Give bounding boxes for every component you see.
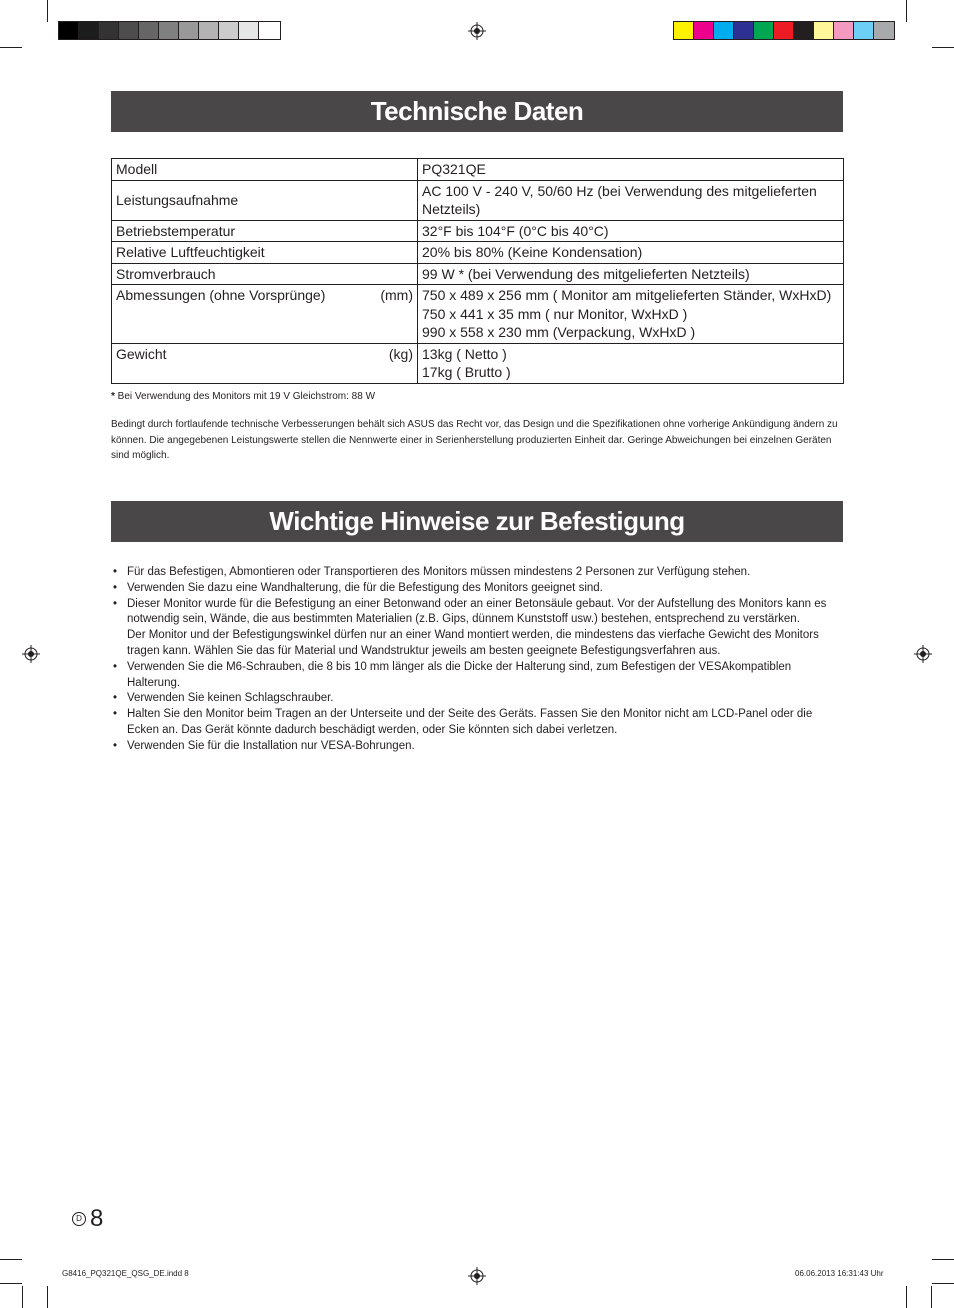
spec-label: Betriebstemperatur bbox=[116, 222, 236, 239]
slug-filename: G8416_PQ321QE_QSG_DE.indd 8 bbox=[62, 1269, 189, 1278]
spec-value: 17kg ( Brutto ) bbox=[422, 364, 511, 380]
crop-mark bbox=[906, 1286, 907, 1308]
table-row bbox=[112, 263, 844, 285]
section-title-technical-data: Technische Daten bbox=[111, 91, 843, 132]
color-swatch bbox=[694, 22, 714, 39]
color-swatch bbox=[774, 22, 794, 39]
spec-value: PQ321QE bbox=[422, 161, 486, 177]
page-number bbox=[72, 1205, 103, 1233]
slug-timestamp: 06.06.2013 16:31:43 Uhr bbox=[795, 1269, 884, 1278]
table-row bbox=[112, 343, 844, 383]
color-swatch bbox=[199, 22, 219, 39]
spec-value: 20% bis 80% (Keine Kondensation) bbox=[422, 244, 643, 260]
color-swatch bbox=[674, 22, 694, 39]
crop-mark bbox=[931, 1286, 932, 1308]
spec-label-cell bbox=[112, 220, 418, 242]
color-swatch bbox=[794, 22, 814, 39]
spec-label-cell bbox=[112, 285, 418, 344]
color-swatch bbox=[259, 22, 279, 39]
color-calibration-bar bbox=[673, 21, 895, 40]
crop-mark bbox=[47, 1286, 48, 1308]
spec-value-cell bbox=[418, 285, 844, 344]
list-item: • Halten Sie den Monitor beim Tragen an der Unterseite und der Seite des Geräts. Fassen Sie den Monitor nicht am LCD-Panel oder die Ecken an. Das Gerät könnte dadurch beschädigt werden, oder Sie könnten sich dabei verletzen. bbox=[111, 707, 846, 739]
spec-value-cell bbox=[418, 180, 844, 220]
list-item bbox=[111, 597, 846, 660]
spec-value-cell bbox=[418, 343, 844, 383]
crop-mark bbox=[22, 1286, 23, 1308]
color-swatch bbox=[119, 22, 139, 39]
spec-label-cell bbox=[112, 242, 418, 264]
color-swatch bbox=[159, 22, 179, 39]
spec-value-cell bbox=[418, 242, 844, 264]
spec-label-cell bbox=[112, 180, 418, 220]
spec-value: 13kg ( Netto ) bbox=[422, 345, 507, 362]
color-swatch bbox=[139, 22, 159, 39]
list-item: • Verwenden Sie dazu eine Wandhalterung, die für die Befestigung des Monitors geeignet sind. bbox=[111, 581, 846, 597]
list-item: • Verwenden Sie keinen Schlagschrauber. bbox=[111, 691, 846, 707]
crop-mark bbox=[906, 0, 907, 22]
registration-mark-icon bbox=[914, 645, 932, 663]
crop-mark bbox=[0, 1259, 22, 1260]
color-swatch bbox=[874, 22, 894, 39]
list-item: • Verwenden Sie die M6-Schrauben, die 8 bis 10 mm länger als die Dicke der Halterung sind, zum Befestigen der VESAkompatiblen Halterung. bbox=[111, 660, 846, 692]
table-row bbox=[112, 242, 844, 264]
spec-label: Leistungsaufnahme bbox=[116, 191, 239, 208]
crop-mark bbox=[932, 1259, 954, 1260]
list-item-continuation: Der Monitor und der Befestigungswinkel dürfen nur an einer Wand montiert werden, die mindestens das vierfache Gewicht des Monitors tragen kann. Wählen Sie das für Material und Wandstruktur jeweils am besten geeignete Befestigungsverfahren aus. bbox=[127, 629, 819, 657]
table-row bbox=[112, 180, 844, 220]
crop-mark bbox=[0, 1283, 22, 1284]
registration-mark-icon bbox=[468, 22, 486, 40]
spec-value-cell bbox=[418, 159, 844, 181]
table-row bbox=[112, 285, 844, 344]
spec-value: 990 x 558 x 230 mm (Verpackung, WxHxD ) bbox=[422, 324, 696, 340]
footnote bbox=[111, 389, 846, 405]
spec-label-cell bbox=[112, 263, 418, 285]
spec-unit: (mm) bbox=[380, 287, 413, 303]
page-number-value: 8 bbox=[90, 1205, 104, 1232]
color-swatch bbox=[854, 22, 874, 39]
registration-mark-icon bbox=[468, 1267, 486, 1285]
crop-mark bbox=[0, 47, 22, 48]
spec-label: Relative Luftfeuchtigkeit bbox=[116, 244, 265, 260]
spec-label: Stromverbrauch bbox=[116, 265, 216, 282]
spec-label: Gewicht bbox=[116, 345, 167, 362]
spec-label-cell bbox=[112, 159, 418, 181]
spec-value: AC 100 V - 240 V, 50/60 Hz (bei Verwendung des mitgelieferten Netzteils) bbox=[422, 182, 817, 217]
color-swatch bbox=[219, 22, 239, 39]
spec-value: 32°F bis 104°F (0°C bis 40°C) bbox=[422, 222, 609, 239]
color-swatch bbox=[99, 22, 119, 39]
section-title-mounting-notes: Wichtige Hinweise zur Befestigung bbox=[111, 501, 843, 542]
crop-mark bbox=[932, 1283, 954, 1284]
spec-table bbox=[111, 158, 844, 384]
spec-unit: (kg) bbox=[388, 345, 413, 362]
spec-value: 750 x 441 x 35 mm ( nur Monitor, WxHxD ) bbox=[422, 305, 688, 322]
language-marker-icon: D bbox=[72, 1212, 86, 1226]
spec-label: Abmessungen (ohne Vorsprünge) bbox=[116, 287, 326, 303]
color-swatch bbox=[734, 22, 754, 39]
color-swatch bbox=[814, 22, 834, 39]
spec-value-cell bbox=[418, 263, 844, 285]
color-swatch bbox=[239, 22, 259, 39]
color-swatch bbox=[79, 22, 99, 39]
list-item: • Verwenden Sie für die Installation nur VESA-Bohrungen. bbox=[111, 739, 846, 755]
crop-mark bbox=[932, 47, 954, 48]
disclaimer: Bedingt durch fortlaufende technische Verbesserungen behält sich ASUS das Recht vor, das Design und die Spezifikationen ohne vorherige Ankündigung ändern zu können. Die angegebenen Leistungswerte stellen die Nennwerte einer in Serienherstellung produzierten Einheit dar. Geringe Abweichungen bei einzelnen Geräten sind möglich. bbox=[111, 419, 838, 461]
registration-mark-icon bbox=[22, 645, 40, 663]
table-row bbox=[112, 159, 844, 181]
color-swatch bbox=[754, 22, 774, 39]
footnote-text: Bei Verwendung des Monitors mit 19 V Gleichstrom: 88 W bbox=[114, 391, 376, 402]
spec-value: 750 x 489 x 256 mm ( Monitor am mitgelieferten Ständer, WxHxD) bbox=[422, 287, 832, 303]
spec-label: Modell bbox=[116, 161, 158, 177]
table-row bbox=[112, 220, 844, 242]
spec-value: 99 W * (bei Verwendung des mitgelieferten Netzteils) bbox=[422, 265, 750, 282]
color-swatch bbox=[834, 22, 854, 39]
grayscale-calibration-bar bbox=[58, 21, 281, 40]
mounting-notes-list bbox=[111, 565, 846, 755]
list-item: • Für das Befestigen, Abmontieren oder Transportieren des Monitors müssen mindestens 2 Personen zur Verfügung stehen. bbox=[111, 565, 846, 581]
crop-mark bbox=[47, 0, 48, 22]
color-swatch bbox=[59, 22, 79, 39]
spec-label-cell bbox=[112, 343, 418, 383]
color-swatch bbox=[714, 22, 734, 39]
footnote-marker: * bbox=[111, 391, 115, 402]
color-swatch bbox=[179, 22, 199, 39]
spec-value-cell bbox=[418, 220, 844, 242]
list-item-text: Dieser Monitor wurde für die Befestigung an einer Betonwand oder an einer Betonsäule gebaut. Vor der Aufstellung des Monitors kann es notwendig sein, Wände, die aus bestimmten Materialien (z.B. Gips, dünnem Kunststoff usw.) bestehen, entsprechend zu verstärken. bbox=[127, 597, 827, 626]
